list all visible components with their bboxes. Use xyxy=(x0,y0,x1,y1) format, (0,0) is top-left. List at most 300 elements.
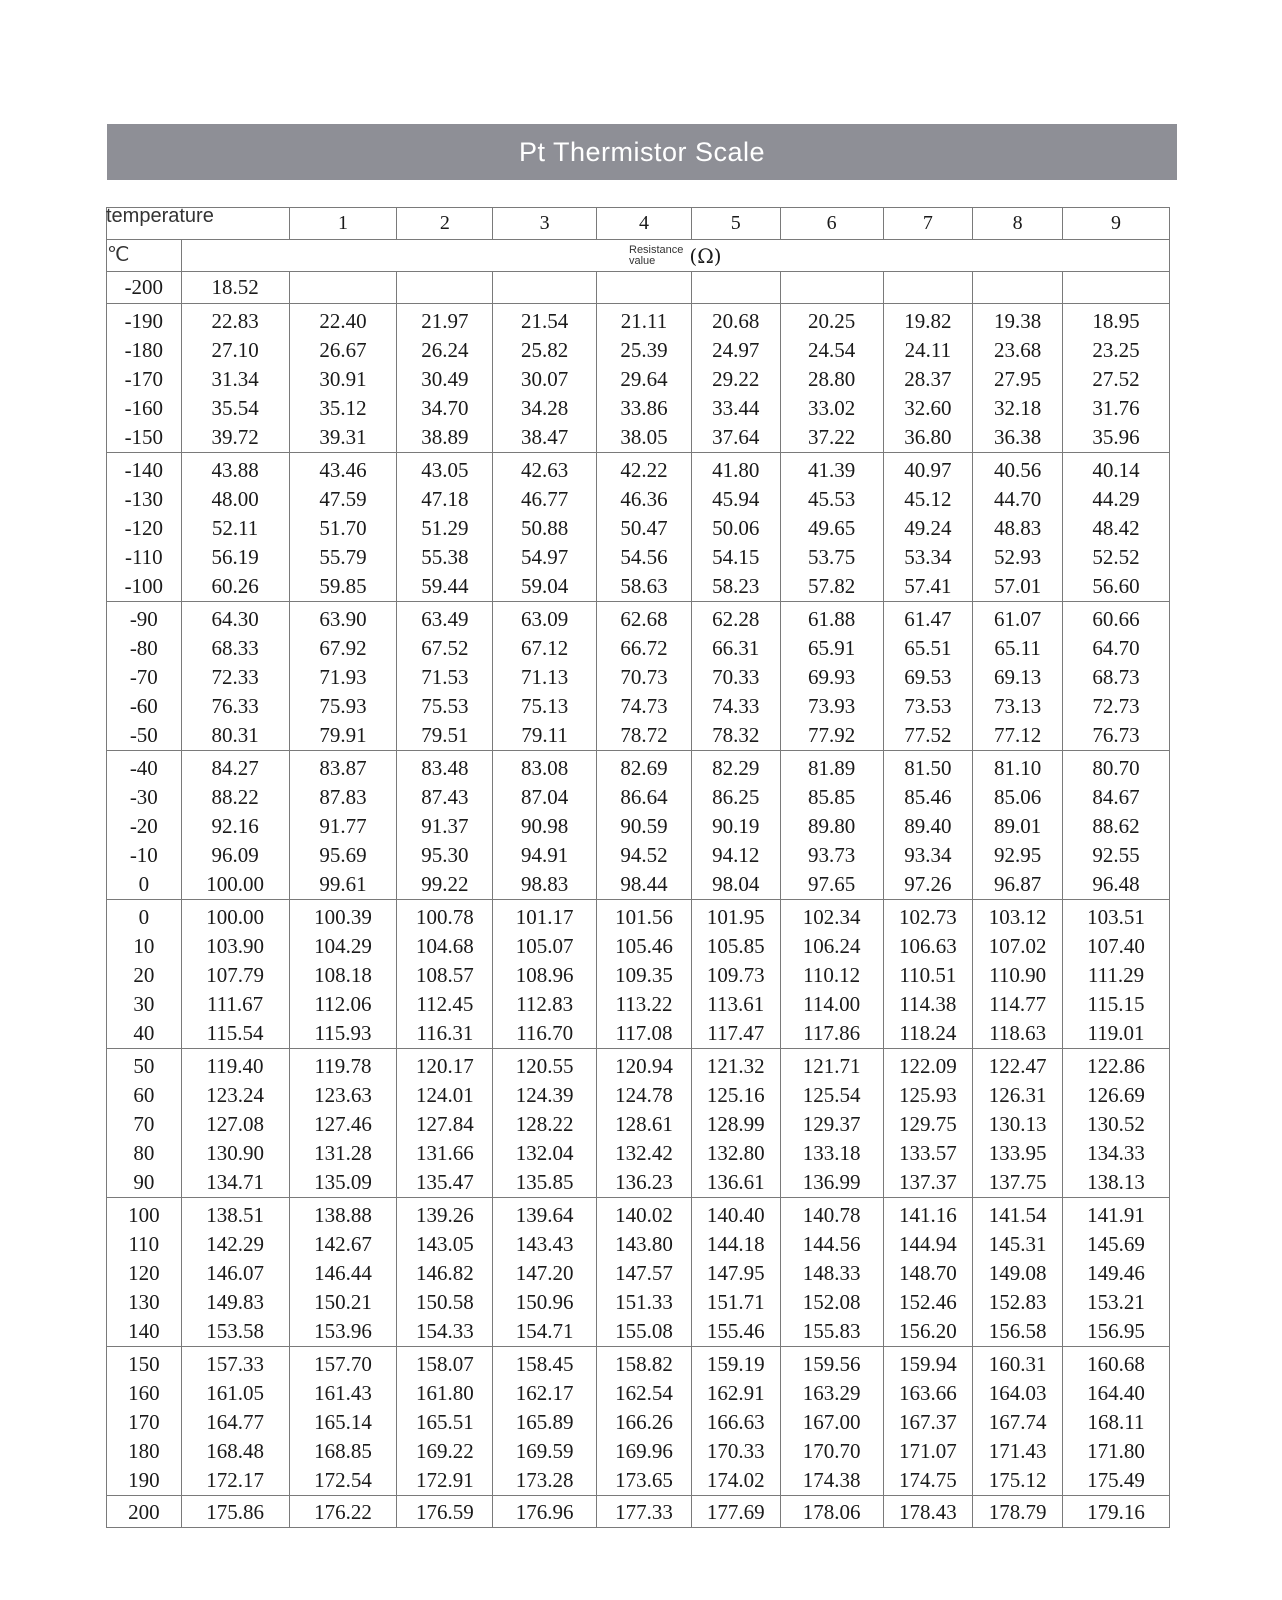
resistance-cell: 68.73 xyxy=(1063,663,1170,692)
resistance-cell: 171.43 xyxy=(973,1437,1063,1466)
resistance-cell: 124.01 xyxy=(397,1081,493,1110)
resistance-cell: 94.52 xyxy=(597,841,692,870)
resistance-cell: 130.90 xyxy=(181,1139,289,1168)
resistance-cell: 134.33 xyxy=(1063,1139,1170,1168)
resistance-cell: 34.70 xyxy=(397,394,493,423)
resistance-cell: 100.39 xyxy=(289,900,397,933)
table-row xyxy=(107,841,1170,870)
column-header-1: 1 xyxy=(289,208,397,240)
resistance-cell: 131.28 xyxy=(289,1139,397,1168)
resistance-cell: 75.53 xyxy=(397,692,493,721)
resistance-cell: 101.95 xyxy=(691,900,780,933)
resistance-cell: 65.11 xyxy=(973,634,1063,663)
table-row xyxy=(107,1317,1170,1347)
resistance-cell: 55.38 xyxy=(397,543,493,572)
resistance-cell: 89.80 xyxy=(780,812,883,841)
resistance-cell: 100.00 xyxy=(181,870,289,900)
resistance-cell: 89.01 xyxy=(973,812,1063,841)
resistance-cell: 147.20 xyxy=(493,1259,597,1288)
resistance-cell: 119.40 xyxy=(181,1049,289,1082)
resistance-cell: 175.12 xyxy=(973,1466,1063,1496)
resistance-cell: 178.06 xyxy=(780,1496,883,1528)
resistance-cell: 119.78 xyxy=(289,1049,397,1082)
resistance-cell: 116.31 xyxy=(397,1019,493,1049)
resistance-cell: 176.22 xyxy=(289,1496,397,1528)
table-row xyxy=(107,870,1170,900)
resistance-cell: 158.82 xyxy=(597,1347,692,1380)
resistance-cell: 71.93 xyxy=(289,663,397,692)
resistance-cell: 29.64 xyxy=(597,365,692,394)
temperature-cell: 60 xyxy=(107,1081,182,1110)
resistance-cell: 151.71 xyxy=(691,1288,780,1317)
resistance-cell: 141.54 xyxy=(973,1198,1063,1231)
resistance-cell: 143.43 xyxy=(493,1230,597,1259)
resistance-cell: 85.85 xyxy=(780,783,883,812)
resistance-cell: 69.93 xyxy=(780,663,883,692)
column-header-9: 9 xyxy=(1063,208,1170,240)
resistance-cell: 43.05 xyxy=(397,453,493,486)
resistance-cell: 80.70 xyxy=(1063,751,1170,784)
table-row xyxy=(107,751,1170,784)
resistance-cell: 132.80 xyxy=(691,1139,780,1168)
resistance-cell: 21.11 xyxy=(597,304,692,337)
resistance-cell: 138.13 xyxy=(1063,1168,1170,1198)
resistance-cell: 96.09 xyxy=(181,841,289,870)
resistance-cell: 137.75 xyxy=(973,1168,1063,1198)
resistance-cell: 66.31 xyxy=(691,634,780,663)
resistance-cell: 164.77 xyxy=(181,1408,289,1437)
temperature-cell: -60 xyxy=(107,692,182,721)
column-header-7: 7 xyxy=(883,208,973,240)
resistance-cell: 103.12 xyxy=(973,900,1063,933)
resistance-cell: 105.07 xyxy=(493,932,597,961)
resistance-cell: 77.52 xyxy=(883,721,973,751)
resistance-cell: 53.34 xyxy=(883,543,973,572)
resistance-cell: 109.73 xyxy=(691,961,780,990)
resistance-cell: 112.45 xyxy=(397,990,493,1019)
resistance-cell: 78.72 xyxy=(597,721,692,751)
resistance-cell: 34.28 xyxy=(493,394,597,423)
resistance-cell: 178.43 xyxy=(883,1496,973,1528)
resistance-cell: 100.00 xyxy=(181,900,289,933)
resistance-cell: 147.95 xyxy=(691,1259,780,1288)
temperature-cell: 100 xyxy=(107,1198,182,1231)
resistance-cell: 91.77 xyxy=(289,812,397,841)
table-row xyxy=(107,485,1170,514)
temperature-cell: 140 xyxy=(107,1317,182,1347)
table-row xyxy=(107,990,1170,1019)
resistance-cell: 116.70 xyxy=(493,1019,597,1049)
resistance-cell: 53.75 xyxy=(780,543,883,572)
resistance-cell: 61.07 xyxy=(973,602,1063,635)
resistance-cell: 21.97 xyxy=(397,304,493,337)
resistance-cell: 120.55 xyxy=(493,1049,597,1082)
temperature-cell: 10 xyxy=(107,932,182,961)
resistance-cell: 41.80 xyxy=(691,453,780,486)
resistance-cell: 79.51 xyxy=(397,721,493,751)
resistance-cell: 35.12 xyxy=(289,394,397,423)
resistance-cell: 70.73 xyxy=(597,663,692,692)
resistance-cell: 154.33 xyxy=(397,1317,493,1347)
resistance-cell: 128.22 xyxy=(493,1110,597,1139)
temperature-cell: -100 xyxy=(107,572,182,602)
temperature-cell: -40 xyxy=(107,751,182,784)
resistance-cell: 69.53 xyxy=(883,663,973,692)
resistance-cell: 95.30 xyxy=(397,841,493,870)
resistance-cell: 82.29 xyxy=(691,751,780,784)
resistance-cell: 130.13 xyxy=(973,1110,1063,1139)
table-row xyxy=(107,1168,1170,1198)
table-row xyxy=(107,1110,1170,1139)
celsius-unit: ℃ xyxy=(107,240,182,272)
resistance-cell: 164.03 xyxy=(973,1379,1063,1408)
resistance-cell: 54.97 xyxy=(493,543,597,572)
table-row xyxy=(107,1259,1170,1288)
temperature-cell: 70 xyxy=(107,1110,182,1139)
resistance-cell: 92.55 xyxy=(1063,841,1170,870)
resistance-cell: 154.71 xyxy=(493,1317,597,1347)
resistance-cell: 32.18 xyxy=(973,394,1063,423)
resistance-cell: 67.12 xyxy=(493,634,597,663)
resistance-cell: 118.24 xyxy=(883,1019,973,1049)
resistance-cell: 101.56 xyxy=(597,900,692,933)
resistance-cell: 162.17 xyxy=(493,1379,597,1408)
resistance-cell: 96.87 xyxy=(973,870,1063,900)
resistance-cell: 85.46 xyxy=(883,783,973,812)
resistance-cell: 84.27 xyxy=(181,751,289,784)
resistance-cell: 168.48 xyxy=(181,1437,289,1466)
resistance-cell: 99.61 xyxy=(289,870,397,900)
resistance-cell: 65.91 xyxy=(780,634,883,663)
resistance-cell: 55.79 xyxy=(289,543,397,572)
resistance-cell: 120.17 xyxy=(397,1049,493,1082)
resistance-cell xyxy=(780,272,883,304)
temperature-cell: -180 xyxy=(107,336,182,365)
resistance-cell: 160.68 xyxy=(1063,1347,1170,1380)
resistance-cell: 98.44 xyxy=(597,870,692,900)
resistance-cell: 160.31 xyxy=(973,1347,1063,1380)
resistance-cell: 93.34 xyxy=(883,841,973,870)
resistance-cell: 162.54 xyxy=(597,1379,692,1408)
resistance-cell: 159.56 xyxy=(780,1347,883,1380)
resistance-cell: 40.14 xyxy=(1063,453,1170,486)
table-row xyxy=(107,365,1170,394)
resistance-cell: 95.69 xyxy=(289,841,397,870)
resistance-cell: 33.02 xyxy=(780,394,883,423)
resistance-cell: 175.49 xyxy=(1063,1466,1170,1496)
resistance-cell: 36.38 xyxy=(973,423,1063,453)
resistance-cell: 56.60 xyxy=(1063,572,1170,602)
resistance-cell: 151.33 xyxy=(597,1288,692,1317)
resistance-cell: 163.29 xyxy=(780,1379,883,1408)
resistance-cell: 133.95 xyxy=(973,1139,1063,1168)
resistance-cell: 79.91 xyxy=(289,721,397,751)
resistance-cell: 65.51 xyxy=(883,634,973,663)
temperature-cell: -110 xyxy=(107,543,182,572)
resistance-cell: 176.96 xyxy=(493,1496,597,1528)
resistance-cell: 107.02 xyxy=(973,932,1063,961)
resistance-cell: 165.51 xyxy=(397,1408,493,1437)
resistance-cell: 41.39 xyxy=(780,453,883,486)
resistance-cell: 92.95 xyxy=(973,841,1063,870)
resistance-cell: 174.75 xyxy=(883,1466,973,1496)
resistance-cell: 112.83 xyxy=(493,990,597,1019)
resistance-cell: 68.33 xyxy=(181,634,289,663)
table-row xyxy=(107,692,1170,721)
table-row xyxy=(107,634,1170,663)
resistance-cell: 108.96 xyxy=(493,961,597,990)
resistance-cell: 174.02 xyxy=(691,1466,780,1496)
resistance-cell: 24.97 xyxy=(691,336,780,365)
resistance-cell: 91.37 xyxy=(397,812,493,841)
resistance-cell: 155.08 xyxy=(597,1317,692,1347)
resistance-cell: 127.46 xyxy=(289,1110,397,1139)
resistance-cell: 112.06 xyxy=(289,990,397,1019)
table-row xyxy=(107,1466,1170,1496)
resistance-cell: 47.59 xyxy=(289,485,397,514)
column-header-4: 4 xyxy=(597,208,692,240)
resistance-cell: 172.91 xyxy=(397,1466,493,1496)
resistance-cell: 135.09 xyxy=(289,1168,397,1198)
table-row xyxy=(107,304,1170,337)
temperature-cell: 190 xyxy=(107,1466,182,1496)
table-row xyxy=(107,1230,1170,1259)
table-row xyxy=(107,812,1170,841)
resistance-cell: 54.56 xyxy=(597,543,692,572)
resistance-cell: 21.54 xyxy=(493,304,597,337)
resistance-cell: 48.83 xyxy=(973,514,1063,543)
resistance-cell: 127.84 xyxy=(397,1110,493,1139)
resistance-cell: 44.29 xyxy=(1063,485,1170,514)
resistance-cell: 132.42 xyxy=(597,1139,692,1168)
temperature-cell: -30 xyxy=(107,783,182,812)
resistance-cell: 157.70 xyxy=(289,1347,397,1380)
resistance-cell: 56.19 xyxy=(181,543,289,572)
resistance-cell: 62.28 xyxy=(691,602,780,635)
resistance-cell: 171.07 xyxy=(883,1437,973,1466)
column-header-2: 2 xyxy=(397,208,493,240)
resistance-cell: 61.88 xyxy=(780,602,883,635)
resistance-cell: 31.34 xyxy=(181,365,289,394)
resistance-cell: 164.40 xyxy=(1063,1379,1170,1408)
resistance-cell: 37.64 xyxy=(691,423,780,453)
resistance-cell: 136.23 xyxy=(597,1168,692,1198)
pt-thermistor-table xyxy=(106,207,1170,1528)
temperature-cell: 30 xyxy=(107,990,182,1019)
table-row xyxy=(107,1379,1170,1408)
resistance-cell: 132.04 xyxy=(493,1139,597,1168)
resistance-cell: 52.93 xyxy=(973,543,1063,572)
resistance-cell: 94.12 xyxy=(691,841,780,870)
resistance-cell: 178.79 xyxy=(973,1496,1063,1528)
resistance-cell: 102.73 xyxy=(883,900,973,933)
table-row xyxy=(107,453,1170,486)
resistance-cell: 77.92 xyxy=(780,721,883,751)
resistance-cell: 71.53 xyxy=(397,663,493,692)
resistance-cell: 108.57 xyxy=(397,961,493,990)
resistance-cell: 88.22 xyxy=(181,783,289,812)
table-row xyxy=(107,336,1170,365)
resistance-cell: 129.37 xyxy=(780,1110,883,1139)
resistance-cell: 39.72 xyxy=(181,423,289,453)
resistance-cell: 19.38 xyxy=(973,304,1063,337)
resistance-cell: 18.52 xyxy=(181,272,289,304)
resistance-cell: 30.49 xyxy=(397,365,493,394)
resistance-cell: 51.70 xyxy=(289,514,397,543)
resistance-cell: 109.35 xyxy=(597,961,692,990)
resistance-cell: 167.00 xyxy=(780,1408,883,1437)
resistance-cell: 73.93 xyxy=(780,692,883,721)
table-title: Pt Thermistor Scale xyxy=(107,124,1177,180)
resistance-cell: 110.51 xyxy=(883,961,973,990)
resistance-cell xyxy=(397,272,493,304)
resistance-cell: 167.74 xyxy=(973,1408,1063,1437)
resistance-cell: 128.99 xyxy=(691,1110,780,1139)
resistance-cell: 176.59 xyxy=(397,1496,493,1528)
temperature-cell: -70 xyxy=(107,663,182,692)
resistance-cell: 58.23 xyxy=(691,572,780,602)
resistance-cell: 18.95 xyxy=(1063,304,1170,337)
resistance-cell: 137.37 xyxy=(883,1168,973,1198)
resistance-cell: 83.48 xyxy=(397,751,493,784)
resistance-cell: 143.80 xyxy=(597,1230,692,1259)
resistance-cell: 42.63 xyxy=(493,453,597,486)
resistance-cell: 168.11 xyxy=(1063,1408,1170,1437)
resistance-cell: 144.94 xyxy=(883,1230,973,1259)
resistance-cell: 155.46 xyxy=(691,1317,780,1347)
resistance-cell: 50.06 xyxy=(691,514,780,543)
resistance-cell: 33.86 xyxy=(597,394,692,423)
table-row xyxy=(107,721,1170,751)
resistance-cell: 140.78 xyxy=(780,1198,883,1231)
temperature-cell: 20 xyxy=(107,961,182,990)
resistance-cell: 115.93 xyxy=(289,1019,397,1049)
resistance-header xyxy=(181,240,1169,272)
resistance-cell: 51.29 xyxy=(397,514,493,543)
resistance-cell: 145.31 xyxy=(973,1230,1063,1259)
table-row xyxy=(107,783,1170,812)
table-row xyxy=(107,932,1170,961)
resistance-cell: 150.21 xyxy=(289,1288,397,1317)
resistance-cell: 111.29 xyxy=(1063,961,1170,990)
resistance-cell: 78.32 xyxy=(691,721,780,751)
resistance-cell: 105.85 xyxy=(691,932,780,961)
resistance-cell: 138.51 xyxy=(181,1198,289,1231)
resistance-cell: 106.63 xyxy=(883,932,973,961)
table-row xyxy=(107,1198,1170,1231)
resistance-cell: 99.22 xyxy=(397,870,493,900)
resistance-cell: 125.16 xyxy=(691,1081,780,1110)
resistance-cell: 146.07 xyxy=(181,1259,289,1288)
resistance-cell xyxy=(289,272,397,304)
resistance-cell: 28.37 xyxy=(883,365,973,394)
resistance-cell: 25.82 xyxy=(493,336,597,365)
resistance-cell: 124.78 xyxy=(597,1081,692,1110)
resistance-cell: 152.08 xyxy=(780,1288,883,1317)
temperature-cell: -190 xyxy=(107,304,182,337)
resistance-cell: 156.95 xyxy=(1063,1317,1170,1347)
resistance-cell: 169.59 xyxy=(493,1437,597,1466)
resistance-cell: 50.88 xyxy=(493,514,597,543)
resistance-cell: 81.10 xyxy=(973,751,1063,784)
temperature-cell: 150 xyxy=(107,1347,182,1380)
resistance-cell: 135.85 xyxy=(493,1168,597,1198)
resistance-cell: 115.54 xyxy=(181,1019,289,1049)
resistance-cell: 79.11 xyxy=(493,721,597,751)
resistance-cell: 90.98 xyxy=(493,812,597,841)
resistance-cell: 26.67 xyxy=(289,336,397,365)
resistance-cell: 59.85 xyxy=(289,572,397,602)
resistance-cell: 118.63 xyxy=(973,1019,1063,1049)
resistance-cell: 62.68 xyxy=(597,602,692,635)
resistance-cell: 74.73 xyxy=(597,692,692,721)
resistance-cell: 81.50 xyxy=(883,751,973,784)
resistance-cell xyxy=(1063,272,1170,304)
resistance-cell: 158.07 xyxy=(397,1347,493,1380)
table-row xyxy=(107,1437,1170,1466)
resistance-cell: 126.31 xyxy=(973,1081,1063,1110)
resistance-cell: 111.67 xyxy=(181,990,289,1019)
resistance-cell: 104.68 xyxy=(397,932,493,961)
resistance-cell: 149.46 xyxy=(1063,1259,1170,1288)
resistance-cell: 42.22 xyxy=(597,453,692,486)
resistance-cell: 108.18 xyxy=(289,961,397,990)
resistance-cell: 59.44 xyxy=(397,572,493,602)
resistance-cell: 136.61 xyxy=(691,1168,780,1198)
resistance-cell: 120.94 xyxy=(597,1049,692,1082)
resistance-cell: 27.52 xyxy=(1063,365,1170,394)
resistance-cell: 149.08 xyxy=(973,1259,1063,1288)
resistance-cell: 59.04 xyxy=(493,572,597,602)
resistance-cell: 30.91 xyxy=(289,365,397,394)
resistance-cell: 26.24 xyxy=(397,336,493,365)
resistance-cell: 67.52 xyxy=(397,634,493,663)
resistance-cell: 133.57 xyxy=(883,1139,973,1168)
resistance-cell: 173.28 xyxy=(493,1466,597,1496)
resistance-cell xyxy=(691,272,780,304)
resistance-cell: 44.70 xyxy=(973,485,1063,514)
resistance-cell: 119.01 xyxy=(1063,1019,1170,1049)
resistance-cell: 121.71 xyxy=(780,1049,883,1082)
temperature-header xyxy=(106,205,290,240)
resistance-cell: 48.00 xyxy=(181,485,289,514)
resistance-cell: 40.97 xyxy=(883,453,973,486)
resistance-cell: 161.43 xyxy=(289,1379,397,1408)
table-row xyxy=(107,1408,1170,1437)
temperature-cell: -50 xyxy=(107,721,182,751)
resistance-cell: 177.69 xyxy=(691,1496,780,1528)
resistance-cell: 35.96 xyxy=(1063,423,1170,453)
resistance-cell: 174.38 xyxy=(780,1466,883,1496)
resistance-cell: 30.07 xyxy=(493,365,597,394)
resistance-cell: 144.18 xyxy=(691,1230,780,1259)
temperature-cell: 80 xyxy=(107,1139,182,1168)
resistance-cell: 133.18 xyxy=(780,1139,883,1168)
resistance-cell: 32.60 xyxy=(883,394,973,423)
resistance-cell: 73.53 xyxy=(883,692,973,721)
resistance-cell: 23.25 xyxy=(1063,336,1170,365)
unit-row xyxy=(107,240,1170,272)
temperature-cell: 120 xyxy=(107,1259,182,1288)
resistance-cell: 125.93 xyxy=(883,1081,973,1110)
resistance-cell: 158.45 xyxy=(493,1347,597,1380)
resistance-cell: 47.18 xyxy=(397,485,493,514)
resistance-cell: 98.04 xyxy=(691,870,780,900)
column-header-row xyxy=(107,208,1170,240)
resistance-cell: 135.47 xyxy=(397,1168,493,1198)
resistance-cell: 106.24 xyxy=(780,932,883,961)
resistance-cell: 128.61 xyxy=(597,1110,692,1139)
